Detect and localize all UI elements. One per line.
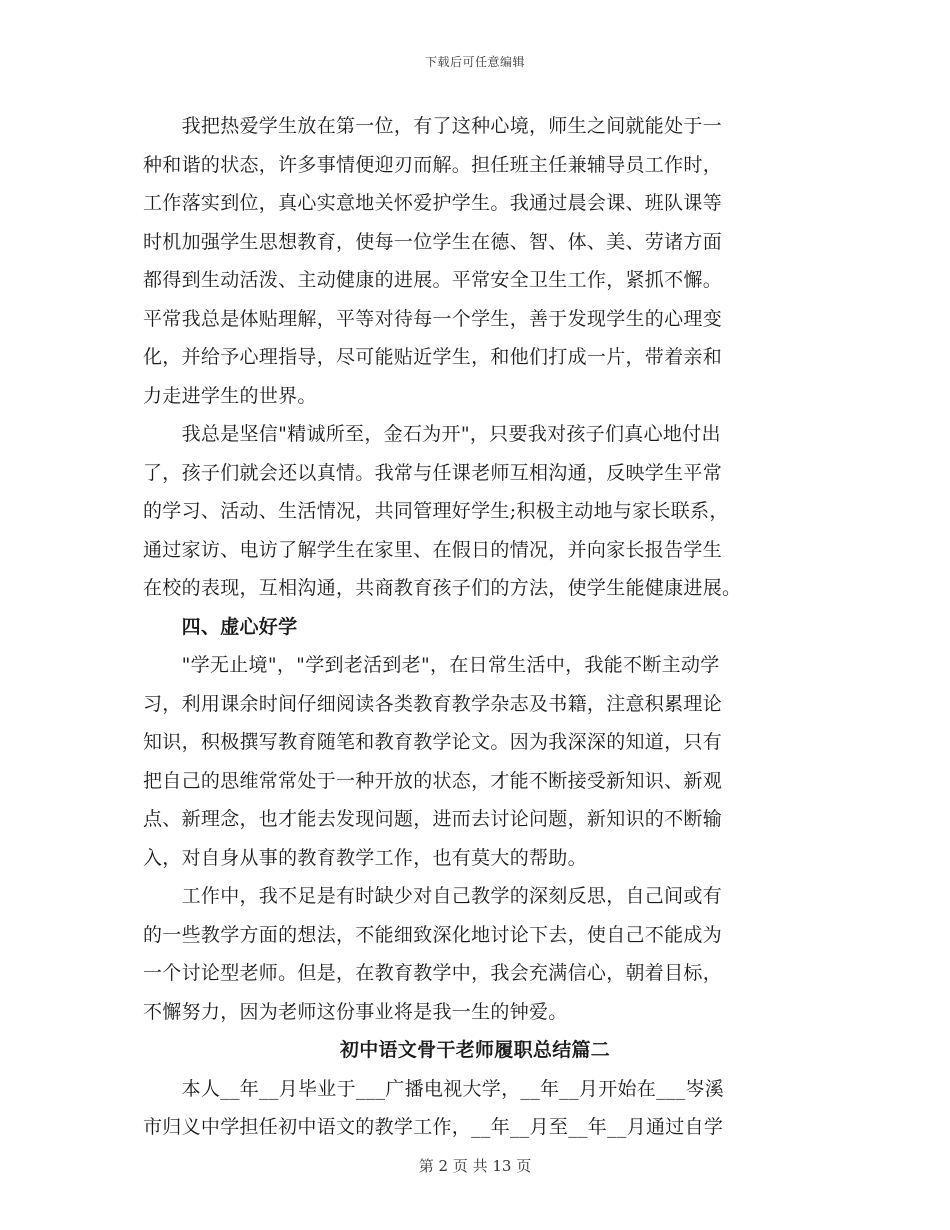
paragraph-line: 不懈努力，因为老师这份事业将是我一生的钟爱。 — [143, 1000, 568, 1023]
paragraph-line: 种和谐的状态，许多事情便迎刃而解。担任班主任兼辅导员工作时， — [143, 153, 723, 176]
page-number-footer: 第 2 页 共 13 页 — [418, 1157, 532, 1175]
paragraph-line: 时机加强学生思想教育，使每一位学生在德、智、体、美、劳诸方面 — [143, 230, 723, 253]
paragraph-line: 一个讨论型老师。但是，在教育教学中，我会充满信心，朝着目标， — [143, 962, 723, 984]
paragraph-line: 化，并给予心理指导，尽可能贴近学生，和他们打成一片，带着亲和 — [143, 346, 723, 368]
paragraph-line: 我把热爱学生放在第一位，有了这种心境，师生之间就能处于一 — [143, 115, 723, 137]
paragraph-line: 把自己的思维常常处于一种开放的状态，才能不断接受新知识、新观 — [143, 769, 723, 792]
paragraph-line: 工作落实到位，真心实意地关怀爱护学生。我通过晨会课、班队课等 — [143, 192, 723, 214]
paragraph-line: 市归义中学担任初中语文的教学工作，__年__月至__年__月通过自学 — [143, 1116, 724, 1138]
paragraph-line: 的学习、活动、生活情况，共同管理好学生;积极主动地与家长联系， — [143, 500, 729, 522]
paragraph-line: 力走进学生的世界。 — [143, 384, 317, 407]
paragraph-line: 通过家访、电访了解学生在家里、在假日的情况，并向家长报告学生 — [143, 538, 723, 561]
section-heading: 四、虚心好学 — [143, 615, 298, 638]
page-header-note: 下载后可任意编辑 — [424, 55, 525, 69]
paragraph-line: 知识，积极撰写教育随笔和教育教学论文。因为我深深的知道，只有 — [143, 731, 723, 753]
paragraph-line: 都得到生动活泼、主动健康的进展。平常安全卫生工作，紧抓不懈。 — [143, 269, 723, 291]
paragraph-line: "学无止境"，"学到老活到老"，在日常生活中，我能不断主动学 — [143, 654, 720, 676]
paragraph-line: 了，孩子们就会还以真情。我常与任课老师互相沟通，反映学生平常 — [143, 461, 723, 484]
paragraph-line: 本人__年__月毕业于___广播电视大学，__年__月开始在___岑溪 — [143, 1077, 725, 1100]
paragraph-line: 入，对自身从事的教育教学工作，也有莫大的帮助。 — [143, 846, 587, 869]
paragraph-line: 平常我总是体贴理解，平等对待每一个学生，善于发现学生的心理变 — [143, 307, 723, 330]
paragraph-line: 我总是坚信"精诚所至，金石为开"，只要我对孩子们真心地付出 — [143, 423, 721, 445]
paragraph-line: 的一些教学方面的想法，不能细致深化地讨论下去，使自己不能成为 — [143, 923, 723, 946]
paragraph-line: 在校的表现，互相沟通，共商教育孩子们的方法，使学生能健康进展。 — [143, 577, 742, 599]
document-title: 初中语文骨干老师履职总结篇二 — [339, 1039, 611, 1061]
document-body — [143, 107, 807, 1147]
paragraph-line: 习，利用课余时间仔细阅读各类教育教学杂志及书籍，注意积累理论 — [143, 692, 723, 715]
paragraph-line: 工作中，我不足是有时缺少对自己教学的深刻反思，自己间或有 — [143, 885, 723, 907]
paragraph-line: 点、新理念，也才能去发现问题，进而去讨论问题，新知识的不断输 — [143, 808, 723, 830]
